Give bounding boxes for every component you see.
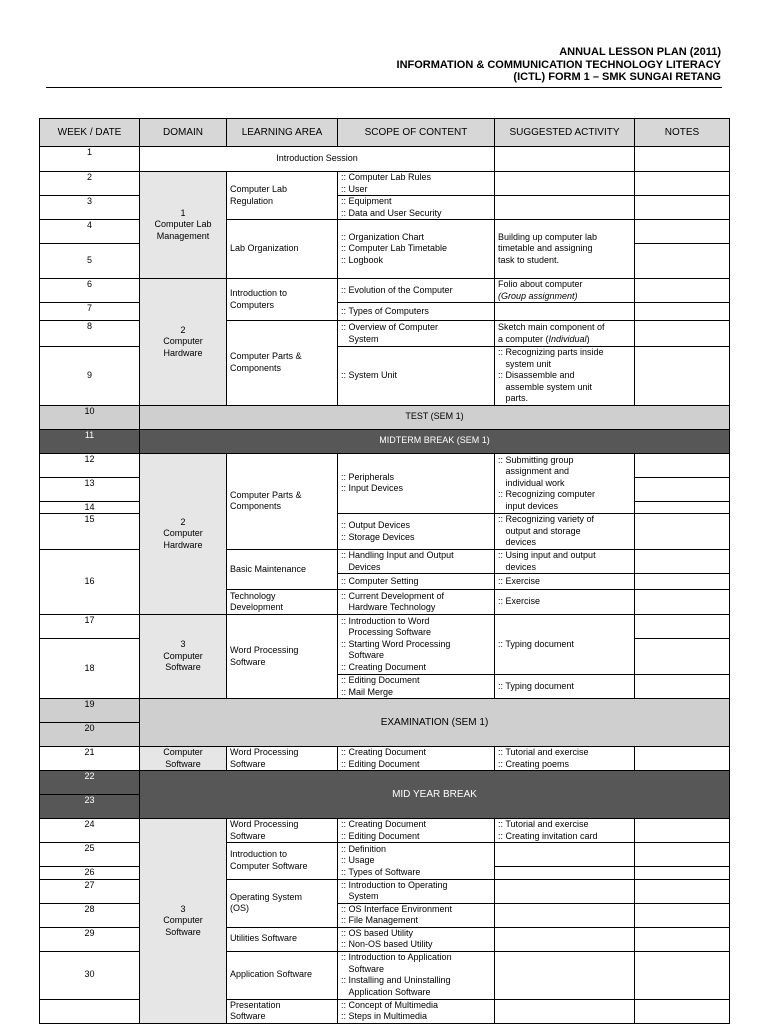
- learning-area-cell: Presentation Software: [227, 999, 338, 1023]
- learning-area-cell: Lab Organization: [227, 220, 338, 279]
- learning-area-cell: Computer Parts & Components: [227, 453, 338, 550]
- notes-cell: [635, 244, 730, 279]
- week-cell: 23: [40, 795, 140, 819]
- table-row: [40, 819, 730, 843]
- activity-cell: :: Typing document: [495, 615, 635, 675]
- scope-cell: :: Introduction to Operating System: [338, 879, 495, 903]
- activity-note: (Group assignment): [498, 290, 578, 301]
- learning-area-cell: Technology Development: [227, 590, 338, 615]
- week-cell: 5: [40, 244, 140, 279]
- week-cell: 26: [40, 867, 140, 880]
- week-cell: 14: [40, 501, 140, 514]
- activity-cell: :: Typing document: [495, 675, 635, 699]
- week-cell: 16: [40, 550, 140, 615]
- learning-area-cell: Computer Parts & Components: [227, 321, 338, 406]
- activity-cell: [495, 196, 635, 220]
- notes-cell: [635, 514, 730, 550]
- week-cell: 9: [40, 347, 140, 406]
- scope-cell: :: System Unit: [338, 347, 495, 406]
- header-title: ANNUAL LESSON PLAN (2011): [559, 46, 721, 58]
- notes-cell: [635, 501, 730, 514]
- table-row: [40, 453, 730, 477]
- table-row: [40, 429, 730, 453]
- learning-area-cell: Application Software: [227, 951, 338, 999]
- week-cell: 20: [40, 723, 140, 747]
- notes-cell: [635, 172, 730, 196]
- domain-cell: 3 Computer Software: [140, 819, 227, 1024]
- activity-cell: :: Using input and output devices: [495, 550, 635, 574]
- notes-cell: [635, 903, 730, 927]
- domain-cell: 1 Computer Lab Management: [140, 172, 227, 279]
- scope-cell: :: OS Interface Environment :: File Management: [338, 903, 495, 927]
- activity-cell: [495, 879, 635, 903]
- midyear-banner: MID YEAR BREAK: [140, 771, 730, 819]
- notes-cell: [635, 196, 730, 220]
- week-cell: 19: [40, 699, 140, 723]
- scope-cell: :: Peripherals :: Input Devices: [338, 453, 495, 514]
- table-header-row: [40, 119, 730, 147]
- notes-cell: [635, 147, 730, 172]
- notes-cell: [635, 220, 730, 244]
- col-activity-header: SUGGESTED ACTIVITY: [495, 119, 635, 147]
- activity-cell: [495, 303, 635, 321]
- col-notes-header: NOTES: [635, 119, 730, 147]
- week-cell: 6: [40, 279, 140, 303]
- activity-text: Folio about computer: [498, 279, 583, 289]
- activity-cell: :: Submitting group assignment and individual work :: Recognizing computer input devices: [495, 453, 635, 514]
- domain-cell: 3 Computer Software: [140, 615, 227, 699]
- activity-cell: [495, 172, 635, 196]
- domain-cell: Computer Software: [140, 747, 227, 771]
- notes-cell: [635, 951, 730, 999]
- activity-cell: [495, 867, 635, 880]
- document-header: [397, 46, 721, 84]
- scope-cell: :: Introduction to Application Software :: Installing and Uninstalling Application Software: [338, 951, 495, 999]
- header-rule: [46, 87, 722, 88]
- week-cell: 18: [40, 639, 140, 699]
- week-cell: 13: [40, 477, 140, 501]
- notes-cell: [635, 615, 730, 639]
- scope-cell: :: Computer Lab Rules :: User: [338, 172, 495, 196]
- activity-cell: :: Tutorial and exercise :: Creating invitation card: [495, 819, 635, 843]
- scope-cell: :: Equipment :: Data and User Security: [338, 196, 495, 220]
- week-cell: 17: [40, 615, 140, 639]
- scope-cell: :: Creating Document :: Editing Document: [338, 819, 495, 843]
- activity-cell: [495, 147, 635, 172]
- table-row: [40, 771, 730, 795]
- notes-cell: [635, 574, 730, 590]
- activity-note: Individual: [548, 333, 587, 344]
- week-cell: 29: [40, 927, 140, 951]
- notes-cell: [635, 321, 730, 347]
- lesson-plan-table: [39, 118, 730, 1024]
- activity-cell: Building up computer lab timetable and assigning task to student.: [495, 220, 635, 279]
- domain-cell: 2 Computer Hardware: [140, 453, 227, 615]
- learning-area-cell: Word Processing Software: [227, 819, 338, 843]
- activity-cell: :: Recognizing parts inside system unit :: Disassemble and assemble system unit parts.: [495, 347, 635, 406]
- notes-cell: [635, 590, 730, 615]
- test-banner: TEST (SEM 1): [140, 405, 730, 429]
- week-cell: 28: [40, 903, 140, 927]
- week-cell: [40, 999, 140, 1023]
- scope-cell: :: Types of Computers: [338, 303, 495, 321]
- notes-cell: [635, 675, 730, 699]
- table-row: [40, 172, 730, 196]
- col-learning-header: LEARNING AREA: [227, 119, 338, 147]
- week-cell: 1: [40, 147, 140, 172]
- notes-cell: [635, 867, 730, 880]
- header-subject: INFORMATION & COMMUNICATION TECHNOLOGY LITERACY: [396, 58, 721, 71]
- activity-cell: [495, 903, 635, 927]
- learning-area-cell: Utilities Software: [227, 927, 338, 951]
- scope-cell: :: Introduction to Word Processing Software :: Starting Word Processing Software :: Creating Document: [338, 615, 495, 675]
- learning-area-cell: Computer Lab Regulation: [227, 172, 338, 220]
- week-cell: 27: [40, 879, 140, 903]
- activity-cell: [495, 951, 635, 999]
- learning-area-cell: Basic Maintenance: [227, 550, 338, 590]
- week-cell: 10: [40, 405, 140, 429]
- table-row: [40, 279, 730, 303]
- notes-cell: [635, 639, 730, 675]
- activity-cell: :: Exercise: [495, 590, 635, 615]
- week-cell: 8: [40, 321, 140, 347]
- scope-cell: :: Creating Document :: Editing Document: [338, 747, 495, 771]
- scope-cell: :: Computer Setting: [338, 574, 495, 590]
- col-scope-header: SCOPE OF CONTENT: [338, 119, 495, 147]
- week-cell: 3: [40, 196, 140, 220]
- notes-cell: [635, 999, 730, 1023]
- table-row: [40, 147, 730, 172]
- scope-cell: :: Editing Document :: Mail Merge: [338, 675, 495, 699]
- notes-cell: [635, 879, 730, 903]
- table-row: [40, 615, 730, 639]
- notes-cell: [635, 550, 730, 574]
- scope-cell: :: Concept of Multimedia :: Steps in Multimedia: [338, 999, 495, 1023]
- week-cell: 12: [40, 453, 140, 477]
- week-cell: 2: [40, 172, 140, 196]
- scope-cell: :: OS based Utility :: Non-OS based Utility: [338, 927, 495, 951]
- learning-area-cell: Introduction to Computer Software: [227, 843, 338, 880]
- scope-cell: :: Overview of Computer System: [338, 321, 495, 347]
- activity-cell: [495, 279, 635, 303]
- activity-cell: [495, 927, 635, 951]
- activity-cell: :: Tutorial and exercise :: Creating poems: [495, 747, 635, 771]
- scope-cell: :: Output Devices :: Storage Devices: [338, 514, 495, 550]
- week-cell: 4: [40, 220, 140, 244]
- activity-text: Sketch main component of a computer (: [498, 322, 605, 344]
- learning-area-cell: Word Processing Software: [227, 615, 338, 699]
- week-cell: 30: [40, 951, 140, 999]
- activity-cell: :: Recognizing variety of output and storage devices: [495, 514, 635, 550]
- scope-cell: :: Organization Chart :: Computer Lab Timetable :: Logbook: [338, 220, 495, 279]
- activity-cell: [495, 321, 635, 347]
- midterm-banner: MIDTERM BREAK (SEM 1): [140, 429, 730, 453]
- learning-area-cell: Introduction to Computers: [227, 279, 338, 321]
- scope-cell: :: Definition :: Usage :: Types of Software: [338, 843, 495, 880]
- activity-cell: :: Exercise: [495, 574, 635, 590]
- week-cell: 7: [40, 303, 140, 321]
- notes-cell: [635, 347, 730, 406]
- table-row: [40, 405, 730, 429]
- week-cell: 24: [40, 819, 140, 843]
- header-form-school: (ICTL) FORM 1 – SMK SUNGAI RETANG: [513, 71, 721, 83]
- week-cell: 11: [40, 429, 140, 453]
- notes-cell: [635, 819, 730, 843]
- exam-banner: EXAMINATION (SEM 1): [140, 699, 730, 747]
- scope-cell: :: Handling Input and Output Devices: [338, 550, 495, 574]
- col-domain-header: DOMAIN: [140, 119, 227, 147]
- week-cell: 15: [40, 514, 140, 550]
- week-cell: 21: [40, 747, 140, 771]
- col-week-header: WEEK / DATE: [40, 119, 140, 147]
- notes-cell: [635, 843, 730, 867]
- activity-text-end: ): [586, 333, 590, 344]
- notes-cell: [635, 477, 730, 501]
- scope-cell: :: Evolution of the Computer: [338, 279, 495, 303]
- notes-cell: [635, 747, 730, 771]
- activity-cell: [495, 843, 635, 867]
- week-cell: 22: [40, 771, 140, 795]
- table-row: [40, 699, 730, 723]
- notes-cell: [635, 453, 730, 477]
- notes-cell: [635, 279, 730, 303]
- learning-area-cell: Word Processing Software: [227, 747, 338, 771]
- domain-cell: 2 Computer Hardware: [140, 279, 227, 406]
- table-row: [40, 747, 730, 771]
- intro-session: Introduction Session: [140, 147, 495, 172]
- scope-cell: :: Current Development of Hardware Technology: [338, 590, 495, 615]
- activity-cell: [495, 999, 635, 1023]
- week-cell: 25: [40, 843, 140, 867]
- notes-cell: [635, 303, 730, 321]
- notes-cell: [635, 927, 730, 951]
- learning-area-cell: Operating System (OS): [227, 879, 338, 927]
